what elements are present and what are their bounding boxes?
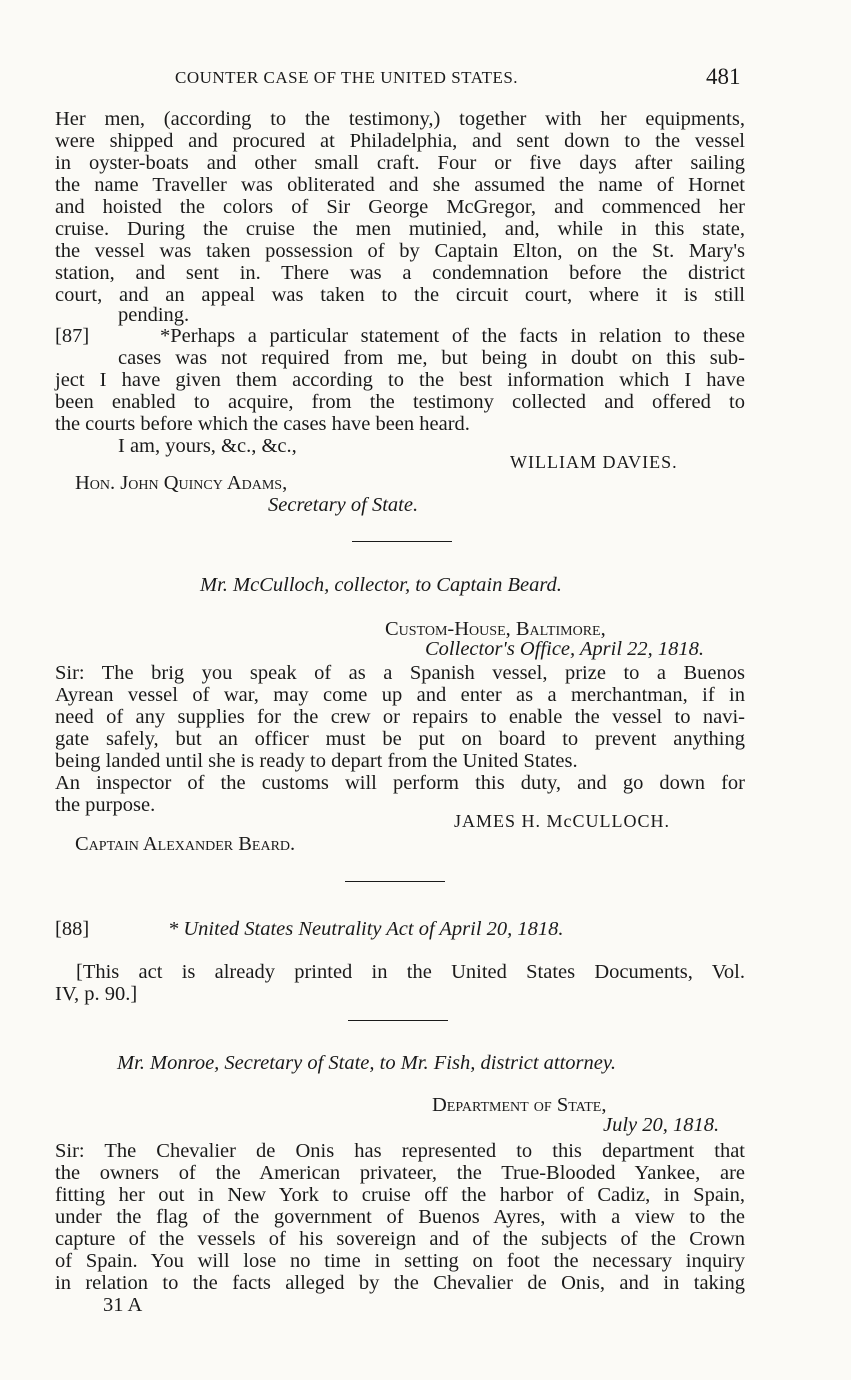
letter-date: Collector's Office, April 22, 1818. (425, 638, 705, 660)
margin-reference: [88] (55, 918, 90, 940)
signature: JAMES H. McCULLOCH. (454, 811, 671, 831)
closing: I am, yours, &c., &c., (118, 435, 297, 457)
text-line: Ayrean vessel of war, may come up and enter as a merchantman, if in (55, 684, 745, 706)
signature: WILLIAM DAVIES. (510, 452, 678, 472)
letter-place: Department of State, (432, 1094, 607, 1116)
addressee-title: Secretary of State. (268, 494, 419, 516)
text-line: Her men, (according to the testimony,) together with her equipments, (55, 108, 745, 130)
text-line: the owners of the American privateer, the True-Blooded Yankee, are (55, 1162, 745, 1184)
text-line: the courts before which the cases have been heard. (55, 413, 470, 435)
text-line: been enabled to acquire, from the testimony collected and offered to (55, 391, 745, 413)
text-line: Sir: The brig you speak of as a Spanish vessel, prize to a Buenos (55, 662, 745, 684)
text-line: of Spain. You will lose no time in setting on foot the necessary inquiry (55, 1250, 745, 1272)
text-line: need of any supplies for the crew or repairs to enable the vessel to navi- (55, 706, 745, 728)
text-line: the purpose. (55, 794, 156, 816)
page-number: 481 (706, 64, 741, 89)
letter-place: Custom-House, Baltimore, (385, 618, 606, 640)
text-line: An inspector of the customs will perform this duty, and go down for (55, 772, 745, 794)
addressee: Hon. John Quincy Adams, (75, 472, 288, 494)
text-line: in oyster-boats and other small craft. Four or five days after sailing (55, 152, 745, 174)
section-rule (345, 881, 445, 882)
signature-mark: 31 A (103, 1294, 143, 1316)
text-line: fitting her out in New York to cruise off the harbor of Cadiz, in Spain, (55, 1184, 745, 1206)
text-line: capture of the vessels of his sovereign and of the subjects of the Crown (55, 1228, 745, 1250)
text-line: ject I have given them according to the best information which I have (55, 369, 745, 391)
text-line: gate safely, but an officer must be put on board to prevent anything (55, 728, 745, 750)
section-heading: * United States Neutrality Act of April 20, 1818. (168, 918, 564, 940)
text-line: [This act is already printed in the United States Documents, Vol. (76, 961, 745, 983)
letter-heading: Mr. Monroe, Secretary of State, to Mr. Fish, district attorney. (117, 1052, 616, 1074)
margin-reference: [87] (55, 325, 90, 347)
text-line: station, and sent in. There was a condemnation before the district (55, 262, 745, 284)
text-line: in relation to the facts alleged by the Chevalier de Onis, and in taking (55, 1272, 745, 1294)
text-line: Sir: The Chevalier de Onis has represented to this department that (55, 1140, 745, 1162)
running-header: COUNTER CASE OF THE UNITED STATES. (175, 68, 519, 87)
letter-date: July 20, 1818. (603, 1114, 720, 1136)
text-line: and hoisted the colors of Sir George McGregor, and commenced her (55, 196, 745, 218)
text-line: *Perhaps a particular statement of the facts in relation to these (160, 325, 745, 347)
addressee: Captain Alexander Beard. (75, 833, 296, 855)
text-line: cruise. During the cruise the men mutinied, and, while in this state, (55, 218, 745, 240)
text-line: being landed until she is ready to depart from the United States. (55, 750, 578, 772)
text-line: the vessel was taken possession of by Captain Elton, on the St. Mary's (55, 240, 745, 262)
text-line: cases was not required from me, but being in doubt on this sub- (118, 347, 745, 369)
text-line: court, and an appeal was taken to the circuit court, where it is still (55, 284, 745, 306)
text-line: IV, p. 90.] (55, 983, 138, 1005)
section-rule (352, 541, 452, 542)
text-line: were shipped and procured at Philadelphia, and sent down to the vessel (55, 130, 745, 152)
text-line: under the flag of the government of Buenos Ayres, with a view to the (55, 1206, 745, 1228)
letter-heading: Mr. McCulloch, collector, to Captain Beard. (200, 574, 562, 596)
section-rule (348, 1020, 448, 1021)
text-line: the name Traveller was obliterated and she assumed the name of Hornet (55, 174, 745, 196)
text-line: pending. (118, 304, 190, 326)
